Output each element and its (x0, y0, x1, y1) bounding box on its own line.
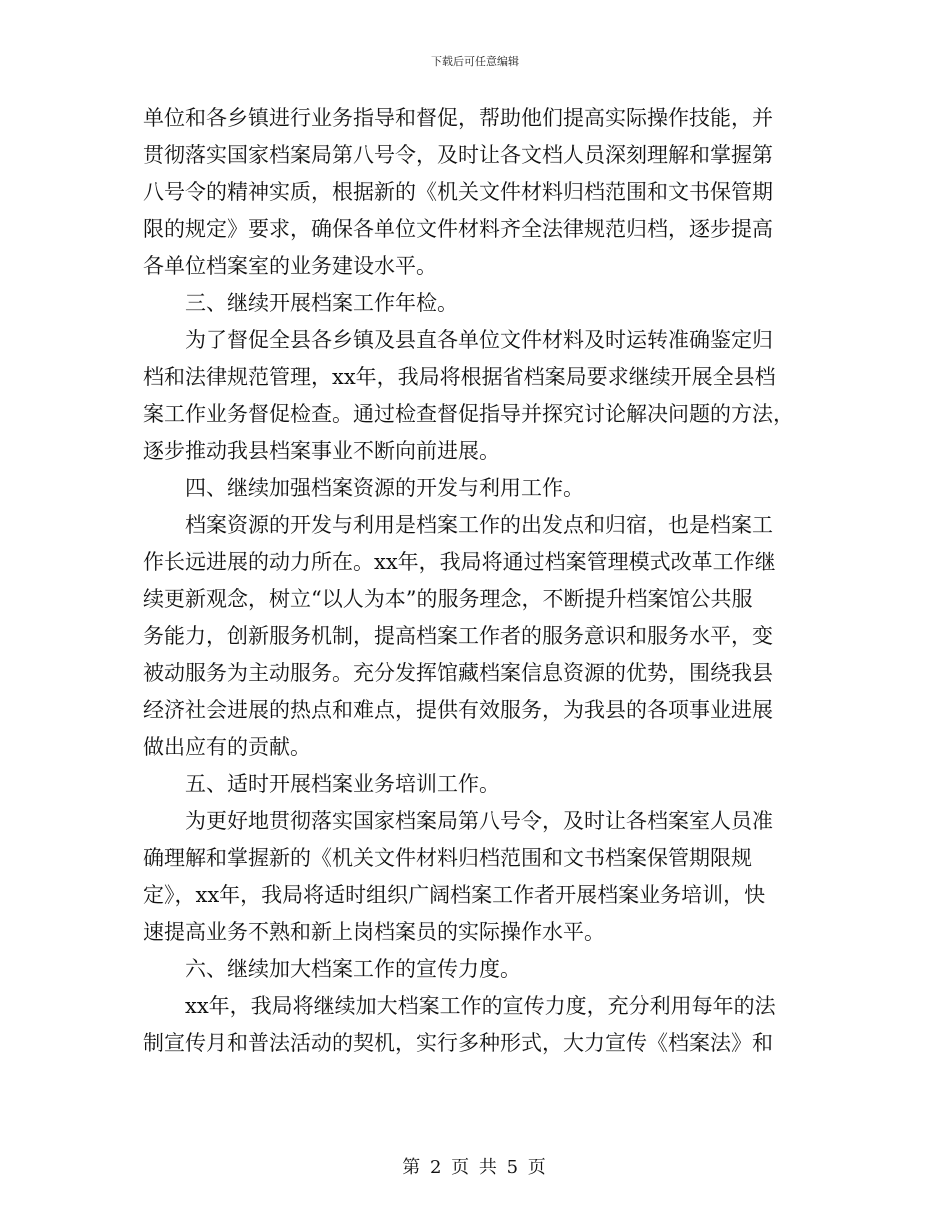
section-heading: 六、继续加大档案工作的宣传力度。 (143, 957, 521, 981)
text-line: 作长远进展的动力所在。xx年，我局将通过档案管理模式改革工作继 (143, 550, 776, 574)
page-header: 下载后可任意编辑 (431, 55, 519, 68)
text-line: 案工作业务督促检查。通过检查督促指导并探究讨论解决问题的方法， (143, 402, 794, 426)
text-line: 贯彻落实国家档案局第八号令，及时让各文档人员深刻理解和掌握第 (143, 143, 773, 167)
text-line: 务能力，创新服务机制，提高档案工作者的服务意识和服务水平，变 (143, 624, 773, 648)
section-heading: 三、继续开展档案工作年检。 (143, 291, 458, 315)
text-line: 为更好地贯彻落实国家档案局第八号令，及时让各档案室人员准 (143, 809, 773, 833)
text-line: 限的规定》要求，确保各单位文件材料齐全法律规范归档，逐步提高 (143, 217, 773, 241)
text-line: 档案资源的开发与利用是档案工作的出发点和归宿，也是档案工 (143, 513, 773, 537)
text-line: 确理解和掌握新的《机关文件材料归档范围和文书档案保管期限规 (143, 846, 752, 870)
text-line: 档和法律规范管理，xx年，我局将根据省档案局要求继续开展全县档 (143, 365, 776, 389)
text-line: 定》，xx年，我局将适时组织广阔档案工作者开展档案业务培训，快 (143, 883, 766, 907)
text-line: 逐步推动我县档案事业不断向前进展。 (143, 439, 500, 463)
section-heading: 五、适时开展档案业务培训工作。 (143, 772, 500, 796)
text-line: 速提高业务不熟和新上岗档案员的实际操作水平。 (143, 920, 605, 944)
page-footer: 第 2 页 共 5 页 (402, 1157, 548, 1178)
text-line: xx年，我局将继续加大档案工作的宣传力度，充分利用每年的法 (143, 994, 776, 1018)
text-line: 八号令的精神实质，根据新的《机关文件材料归档范围和文书保管期 (143, 180, 773, 204)
section-heading: 四、继续加强档案资源的开发与利用工作。 (143, 476, 584, 500)
text-line: 经济社会进展的热点和难点，提供有效服务，为我县的各项事业进展 (143, 698, 773, 722)
text-line: 被动服务为主动服务。充分发挥馆藏档案信息资源的优势，围绕我县 (143, 661, 773, 685)
text-line: 各单位档案室的业务建设水平。 (143, 254, 437, 278)
text-line: 制宣传月和普法活动的契机，实行多种形式，大力宣传《档案法》和 (143, 1031, 773, 1055)
text-line: 为了督促全县各乡镇及县直各单位文件材料及时运转准确鉴定归 (143, 328, 773, 352)
text-line: 做出应有的贡献。 (143, 735, 311, 759)
text-line: 续更新观念，树立“以人为本”的服务理念，不断提升档案馆公共服 (143, 587, 753, 611)
document-body (143, 100, 805, 1062)
text-line: 单位和各乡镇进行业务指导和督促，帮助他们提高实际操作技能，并 (143, 106, 773, 130)
